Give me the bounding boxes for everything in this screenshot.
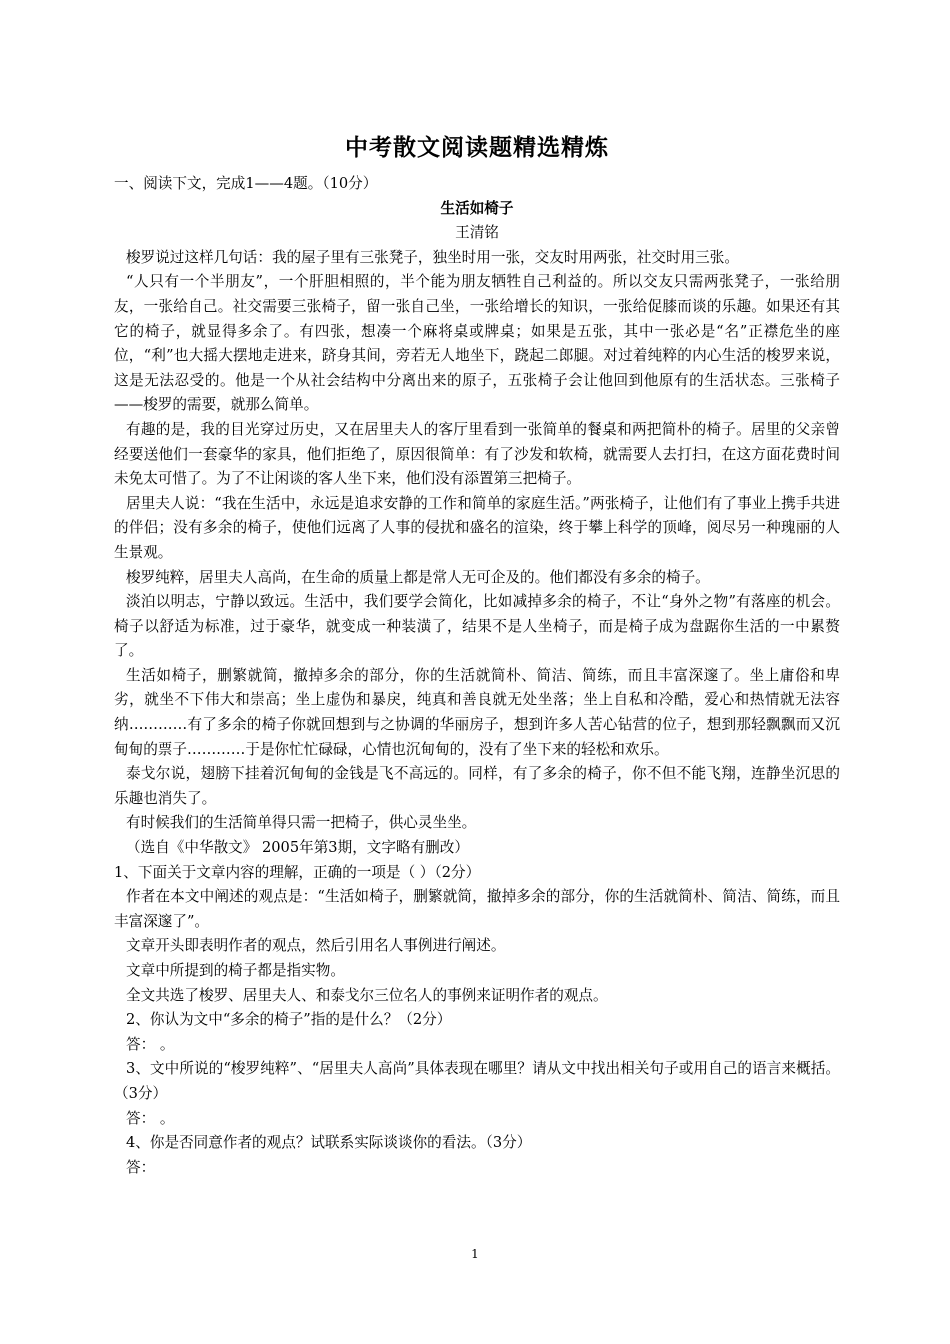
question-4-answer: 答： (126, 1158, 156, 1176)
paragraph-3: 有趣的是，我的目光穿过历史，又在居里夫人的客厅里看到一张简单的餐桌和两把简朴的椅子。居里的父亲曾经要送他们一套豪华的家具，他们拒绝了，原因很简单：有了沙发和软椅，就需要人去打扫，在这方面花费时间未免太可惜了。为了不让闲谈的客人坐下来，他们没有添置第三把椅子。 (114, 420, 840, 488)
question-1-stem: 1、下面关于文章内容的理解，正确的一项是（ ）（2分） (114, 863, 481, 881)
paragraph-1: 梭罗说过这样几句话：我的屋子里有三张凳子，独坐时用一张，交友时用两张，社交时用三张。 (126, 248, 739, 266)
paragraph-5: 梭罗纯粹，居里夫人高尚，在生命的质量上都是常人无可企及的。他们都没有多余的椅子。 (126, 568, 710, 586)
page-number: 1 (471, 1247, 479, 1261)
paragraph-4: 居里夫人说：“我在生活中，永远是追求安静的工作和简单的家庭生活。”两张椅子，让他们有了事业上携手共进的伴侣；没有多余的椅子，使他们远离了人事的侵扰和盛名的渲染，终于攀上科学的顶峰，阅尽另一种瑰丽的人生景观。 (114, 494, 840, 561)
question-1-option: 全文共选了梭罗、居里夫人、和泰戈尔三位名人的事例来证明作者的观点。 (126, 986, 608, 1004)
question-3-stem: 3、文中所说的“梭罗纯粹”、“居里夫人高尚”具体表现在哪里？请从文中找出相关句子或用自己的语言来概括。（3分） (114, 1060, 840, 1102)
article-title: 生活如椅子 (440, 199, 514, 217)
question-4-stem: 4、你是否同意作者的观点？试联系实际谈谈你的看法。（3分） (126, 1134, 532, 1152)
paragraph-6: 淡泊以明志，宁静以致远。生活中，我们要学会简化，比如减掉多余的椅子，不让“身外之物”有落座的机会。椅子以舒适为标准，过于豪华，就变成一种装潢了，结果不是人坐椅子，而是椅子成为盘踞你生活的一中累赘了。 (114, 593, 840, 660)
question-1-option: 作者在本文中阐述的观点是：“生活如椅子，删繁就简，撤掉多余的部分，你的生活就简朴、简洁、简练，而且丰富深邃了”。 (114, 888, 840, 930)
paragraph-9: 有时候我们的生活简单得只需一把椅子，供心灵坐坐。 (126, 814, 477, 832)
paragraph-7: 生活如椅子，删繁就简，撤掉多余的部分，你的生活就简朴、简洁、简练，而且丰富深邃了。坐上庸俗和卑劣，就坐不下伟大和崇高；坐上虚伪和暴戾，纯真和善良就无处坐落；坐上自私和冷酷，爱心和热情就无法容纳…………有了多余的椅子你就回想到与之协调的华丽房子，想到许多人苦心钻营的位子，想到那轻飘飘而又沉甸甸的票子…………于是你忙忙碌碌，心情也沉甸甸的，没有了坐下来的轻松和欢乐。 (114, 666, 840, 758)
section-heading: 一、阅读下文，完成1——4题。（10分） (114, 175, 378, 192)
paragraph-8: 泰戈尔说，翅膀下挂着沉甸甸的金钱是飞不高远的。同样，有了多余的椅子，你不但不能飞翔，连静坐沉思的乐趣也消失了。 (114, 765, 840, 807)
question-2-stem: 2、你认为文中“多余的椅子”指的是什么？（2分） (126, 1011, 452, 1029)
article-author: 王清铭 (455, 224, 499, 242)
question-2-answer: 答： 。 (126, 1035, 175, 1053)
question-1-option: 文章开头即表明作者的观点，然后引用名人事例进行阐述。 (126, 937, 506, 955)
source-note: （选自《中华散文》 2005年第3期，文字略有删改） (126, 839, 469, 857)
paragraph-2: “人只有一个半朋友”，一个肝胆相照的，半个能为朋友牺牲自己利益的。所以交友只需两张凳子，一张给朋友，一张给自己。社交需要三张椅子，留一张自己坐，一张给增长的知识，一张给促膝而谈的乐趣。如果还有其它的椅子，就显得多余了。有四张，想凑一个麻将桌或牌桌；如果是五张，其中一张必是“名”正襟危坐的座位，“利”也大摇大摆地走进来，跻身其间，旁若无人地坐下，跷起二郎腿。对过着纯粹的内心生活的梭罗来说，这是无法忍受的。他是一个从社会结构中分离出来的原子，五张椅子会让他回到他原有的生活状态。三张椅子——梭罗的需要，就那么简单。 (114, 273, 840, 414)
question-3-answer: 答： 。 (126, 1109, 175, 1127)
document-page (114, 132, 840, 1180)
question-1-option: 文章中所提到的椅子都是指实物。 (126, 962, 345, 979)
document-title: 中考散文阅读题精选精炼 (345, 134, 609, 161)
